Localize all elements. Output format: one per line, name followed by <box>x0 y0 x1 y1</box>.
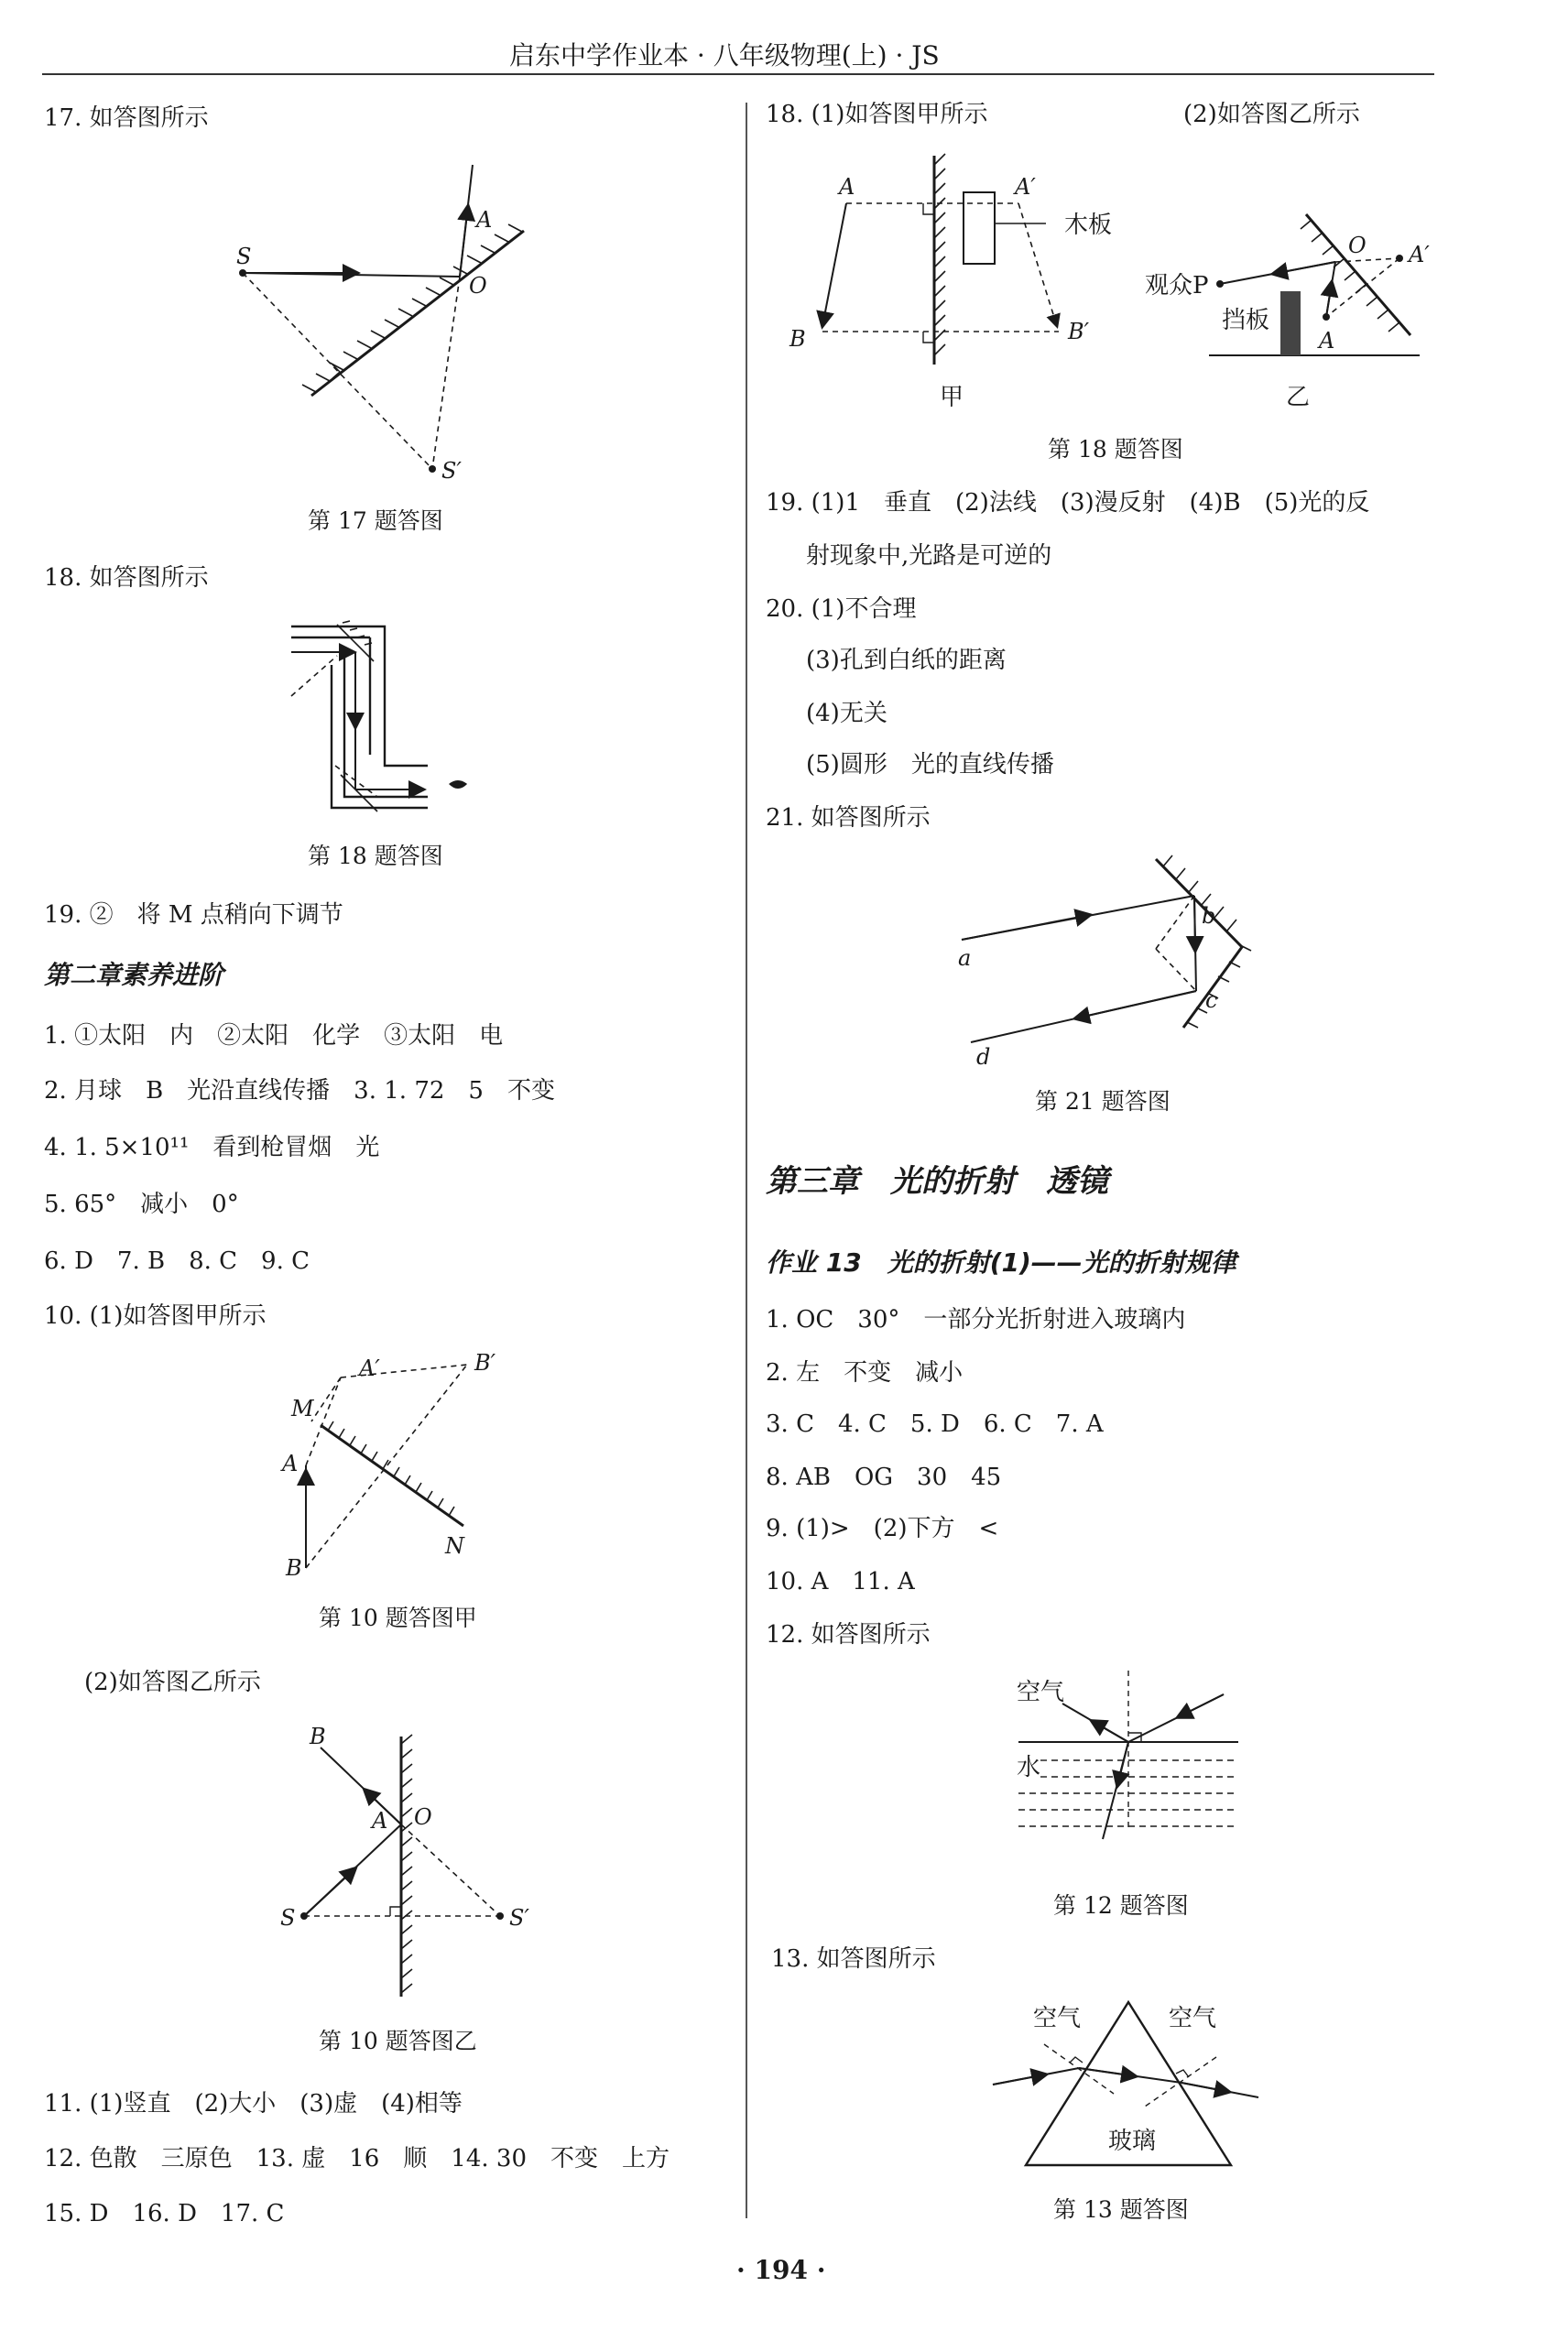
f10a-label-a: A <box>282 1451 299 1476</box>
h-1: 1. OC 30° 一部分光折射进入玻璃内 <box>766 1306 1186 1334</box>
r-q20a: 20. (1)不合理 <box>766 595 917 623</box>
f18b-label-a2: A′ <box>1409 242 1430 267</box>
homework13-title: 作业 13 光的折射(1)——光的折射规律 <box>766 1247 1236 1278</box>
caption-18: 第 18 题答图 <box>308 843 443 869</box>
r-q19b: 射现象中,光路是可逆的 <box>806 542 1052 570</box>
f18b-label-o: O <box>1348 233 1367 258</box>
f12-label-water: 水 <box>1017 1754 1041 1781</box>
f21-label-d: d <box>976 1044 991 1070</box>
r-q18b: (2)如答图乙所示 <box>1183 101 1360 128</box>
r-q21: 21. 如答图所示 <box>766 804 931 832</box>
answer-2: 2. 月球 B 光沿直线传播 3. 1. 72 5 不变 <box>44 1077 555 1105</box>
h-13: 13. 如答图所示 <box>771 1945 936 1973</box>
f12-label-air: 空气 <box>1017 1679 1065 1706</box>
r-q19a: 19. (1)1 垂直 (2)法线 (3)漫反射 (4)B (5)光的反 <box>766 489 1370 517</box>
answer-10b: (2)如答图乙所示 <box>84 1669 261 1696</box>
q17-text: 17. 如答图所示 <box>44 104 209 132</box>
r-q18a: 18. (1)如答图甲所示 <box>766 101 988 128</box>
h-8: 8. AB OG 30 45 <box>766 1464 1002 1491</box>
h-10: 10. A 11. A <box>766 1568 915 1595</box>
f21-label-c: c <box>1205 987 1218 1013</box>
section-title-chapter2: 第二章素养进阶 <box>44 960 224 990</box>
answer-4: 4. 1. 5×10¹¹ 看到枪冒烟 光 <box>44 1134 380 1161</box>
q19-text: 19. ② 将 M 点稍向下调节 <box>44 901 343 929</box>
f10b-label-a: A <box>372 1808 388 1834</box>
answer-6: 6. D 7. B 8. C 9. C <box>44 1247 310 1275</box>
f17-label-s2: S′ <box>441 458 462 484</box>
f13-label-air1: 空气 <box>1033 2005 1082 2032</box>
answer-5: 5. 65° 减小 0° <box>44 1191 239 1218</box>
caption-10a: 第 10 题答图甲 <box>319 1605 477 1631</box>
h-9: 9. (1)> (2)下方 < <box>766 1515 999 1542</box>
header-title: 启东中学作业本 · 八年级物理(上) · JS <box>509 40 940 71</box>
r-q20d: (5)圆形 光的直线传播 <box>806 751 1054 779</box>
answer-10: 10. (1)如答图甲所示 <box>44 1302 267 1330</box>
f18a-label-board: 木板 <box>1064 212 1113 239</box>
figure-13 <box>989 1993 1264 2176</box>
answer-11: 11. (1)竖直 (2)大小 (3)虚 (4)相等 <box>44 2090 463 2118</box>
f10a-label-b2: B′ <box>474 1350 496 1376</box>
figure-18b <box>1136 201 1438 421</box>
answer-12: 12. 色散 三原色 13. 虚 16 顺 14. 30 不变 上方 <box>44 2145 670 2172</box>
f18b-label-yi: 乙 <box>1286 384 1311 411</box>
f13-label-air2: 空气 <box>1169 2005 1217 2032</box>
f10a-label-m: M <box>291 1396 314 1421</box>
f10a-label-b: B <box>286 1555 302 1581</box>
f18a-label-b: B <box>789 326 806 352</box>
r-q20c: (4)无关 <box>806 700 887 727</box>
f18a-label-a: A <box>839 174 855 200</box>
f13-label-glass: 玻璃 <box>1108 2128 1157 2155</box>
h-3: 3. C 4. C 5. D 6. C 7. A <box>766 1410 1104 1438</box>
q18-text: 18. 如答图所示 <box>44 564 209 592</box>
caption-18r: 第 18 题答图 <box>1048 436 1183 463</box>
f10b-label-s2: S′ <box>509 1905 529 1931</box>
f10a-label-a2: A′ <box>359 1356 380 1381</box>
f17-label-s: S <box>236 244 252 269</box>
figure-10b <box>275 1722 540 2006</box>
caption-10b: 第 10 题答图乙 <box>319 2028 477 2054</box>
caption-21: 第 21 题答图 <box>1035 1088 1171 1115</box>
f21-label-a: a <box>958 945 972 971</box>
answer-1: 1. ①太阳 内 ②太阳 化学 ③太阳 电 <box>44 1022 504 1050</box>
figure-18-periscope <box>286 619 487 821</box>
figure-10a <box>275 1350 522 1584</box>
page-number: · 194 · <box>736 2255 826 2285</box>
column-divider <box>746 103 747 2218</box>
figure-21 <box>943 850 1273 1070</box>
chapter3-title: 第三章 光的折射 透镜 <box>766 1163 1108 1200</box>
caption-12: 第 12 题答图 <box>1053 1892 1189 1919</box>
f18b-label-a: A <box>1319 328 1335 354</box>
f18a-label-a2: A′ <box>1015 174 1036 200</box>
figure-18a <box>784 147 1123 421</box>
answer-15: 15. D 16. D 17. C <box>44 2200 285 2227</box>
f18b-label-p: 观众P <box>1145 272 1209 299</box>
f17-label-a: A <box>476 207 493 233</box>
f10b-label-b: B <box>310 1724 326 1749</box>
r-q20b: (3)孔到白纸的距离 <box>806 647 1007 674</box>
caption-13: 第 13 题答图 <box>1053 2196 1189 2223</box>
caption-17: 第 17 题答图 <box>308 507 443 534</box>
f18a-label-b2: B′ <box>1068 319 1090 344</box>
header-rule <box>42 73 1434 75</box>
f21-label-b: b <box>1202 903 1216 929</box>
h-12: 12. 如答图所示 <box>766 1621 931 1649</box>
figure-17 <box>211 156 559 485</box>
f18a-label-jia: 甲 <box>940 384 964 411</box>
h-2: 2. 左 不变 减小 <box>766 1359 964 1387</box>
f10b-label-o: O <box>414 1804 432 1830</box>
f17-label-o: O <box>469 273 487 299</box>
figure-12 <box>1007 1667 1246 1868</box>
f10b-label-s: S <box>280 1905 296 1931</box>
f10a-label-n: N <box>445 1533 464 1559</box>
f18b-label-shield: 挡板 <box>1222 307 1270 334</box>
